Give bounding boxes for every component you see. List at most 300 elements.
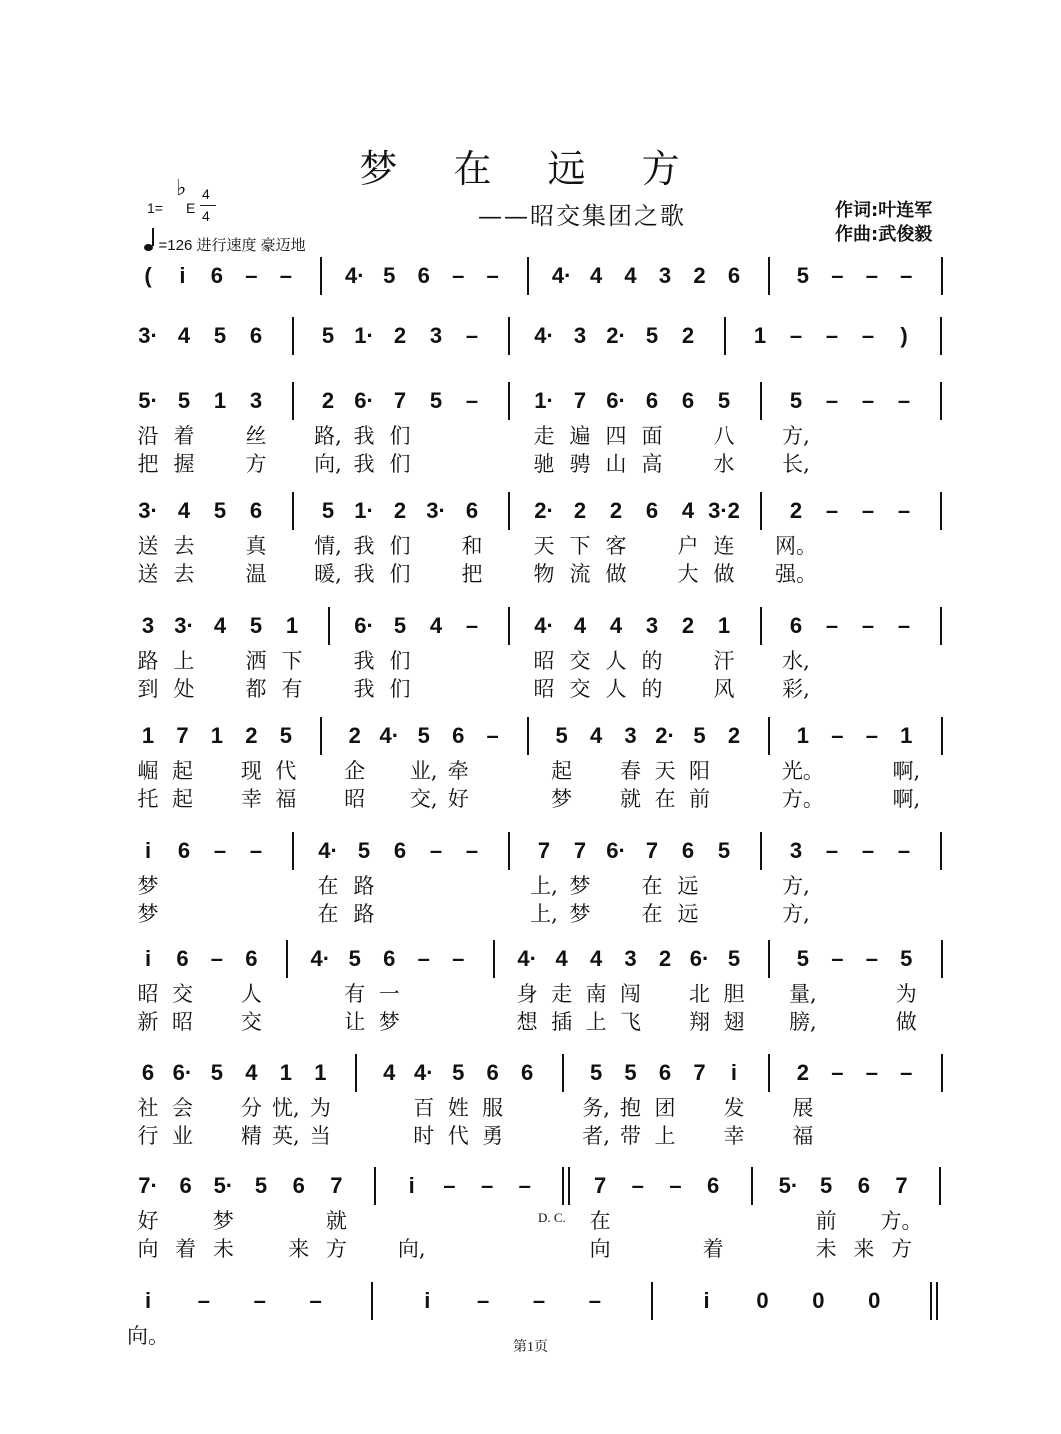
note: 5: [624, 1060, 637, 1085]
note: 2·: [655, 723, 675, 748]
lyric-syllable: 都: [245, 677, 267, 701]
note: 5: [321, 323, 335, 348]
note: 6: [645, 388, 659, 413]
note: 5: [717, 388, 731, 413]
bar-line: [292, 317, 294, 355]
bar-line: [760, 382, 762, 420]
lyric-syllable: 有: [281, 677, 303, 701]
lyric-syllable: 四: [605, 424, 627, 448]
lyric-syllable: 方,: [782, 874, 810, 898]
note: 6: [789, 613, 803, 638]
note: –: [210, 946, 224, 971]
lyric-syllable: 梦: [569, 902, 591, 926]
note: 3: [645, 613, 659, 638]
note: 2: [658, 946, 672, 971]
note: 2·: [606, 323, 626, 348]
lyric-syllable: 梦: [137, 874, 159, 898]
lyric-syllable: 做: [713, 562, 735, 586]
note: –: [897, 838, 911, 863]
note: 4: [177, 498, 191, 523]
tempo-marking: [144, 232, 306, 255]
lyric-syllable: 山: [605, 452, 627, 476]
lyric-syllable: 未: [815, 1237, 837, 1261]
note: 4: [245, 1060, 258, 1085]
note: –: [825, 498, 839, 523]
note: 4: [555, 946, 568, 971]
bar-line: [508, 317, 510, 355]
lyric-syllable: 水: [713, 452, 735, 476]
lyric-syllable: 的: [641, 649, 663, 673]
note: 2: [321, 388, 335, 413]
note: 4: [589, 723, 603, 748]
note: 4: [573, 613, 587, 638]
lyric-syllable: 春: [620, 759, 642, 783]
time-signature-top: 4: [202, 186, 210, 202]
note: 5: [249, 613, 263, 638]
lyric-syllable: 做: [605, 562, 627, 586]
lyric-syllable: 起: [171, 759, 193, 783]
note: –: [789, 323, 803, 348]
lyric-syllable: 幸: [723, 1124, 745, 1148]
lyric-syllable: 来: [288, 1237, 310, 1261]
note: –: [861, 498, 875, 523]
note: 5: [210, 1060, 224, 1085]
lyric-syllable: 向,: [314, 452, 342, 476]
lyric-syllable: 来: [853, 1237, 875, 1261]
note: 6: [383, 946, 396, 971]
note: 4·: [345, 263, 365, 288]
bar-line: [286, 940, 288, 978]
note: i: [179, 263, 186, 288]
lyric-syllable: 方,: [782, 424, 810, 448]
note: 2: [681, 323, 695, 348]
note: 5: [789, 388, 803, 413]
note: 5: [177, 388, 191, 413]
note: 2: [796, 1060, 810, 1085]
note: 1: [717, 613, 731, 638]
note: 2·: [534, 498, 554, 523]
note: 6: [658, 1060, 672, 1085]
lyric-syllable: 崛: [137, 759, 159, 783]
bar-line: [760, 607, 762, 645]
bar-line: [768, 1054, 770, 1092]
note: 4: [681, 498, 695, 523]
lyric-syllable: 梦: [551, 787, 573, 811]
note: 7: [573, 388, 587, 413]
note: 4: [383, 1060, 396, 1085]
note: 6: [249, 498, 263, 523]
lyric-syllable: 好: [137, 1209, 159, 1233]
lyric-syllable: 业,: [409, 759, 438, 783]
lyric-syllable: 上: [654, 1124, 676, 1148]
note: 5: [645, 323, 659, 348]
bar-line: [527, 257, 529, 295]
composer-credit: 作曲:武俊毅: [835, 224, 933, 245]
note: 5: [589, 1060, 603, 1085]
lyric-syllable: 温: [245, 562, 267, 586]
lyric-syllable: 代: [275, 759, 297, 783]
note: 7: [393, 388, 407, 413]
lyric-syllable: 福: [792, 1124, 814, 1148]
lyric-syllable: 人: [605, 677, 627, 701]
lyric-syllable: 物: [533, 562, 555, 586]
lyric-syllable: 方。: [781, 787, 824, 811]
lyric-syllable: 交,: [409, 787, 438, 811]
lyric-syllable: 前: [815, 1209, 837, 1233]
note: 3·: [138, 498, 158, 523]
bar-line: [292, 382, 294, 420]
note: 6: [393, 838, 407, 863]
note: –: [429, 838, 443, 863]
lyric-syllable: 八: [713, 424, 735, 448]
note: 6: [465, 498, 479, 523]
lyric-syllable: 社: [137, 1096, 159, 1120]
lyric-syllable: 身: [516, 982, 538, 1006]
note: –: [900, 263, 913, 288]
bar-line: [371, 1282, 373, 1320]
lyric-syllable: 着: [702, 1237, 724, 1261]
lyric-syllable: 交: [240, 1010, 262, 1034]
note: 4·: [551, 263, 572, 288]
lyric-syllable: 昭: [344, 787, 366, 811]
note: –: [897, 613, 911, 638]
bar-line: [527, 717, 529, 755]
lyric-syllable: 我: [353, 424, 375, 448]
note: 3·2: [708, 498, 740, 523]
lyric-syllable: 人: [240, 982, 262, 1006]
lyric-syllable: 量,: [789, 982, 817, 1006]
song-title: 梦 在 远 方: [359, 147, 702, 191]
note: 5: [254, 1173, 268, 1198]
note: 1·: [534, 388, 554, 413]
bar-line: [768, 717, 770, 755]
lyric-syllable: 方: [325, 1237, 347, 1261]
note: 2: [245, 723, 258, 748]
bar-line: [355, 1054, 357, 1092]
note: –: [825, 613, 839, 638]
lyric-syllable: 插: [551, 1010, 573, 1034]
note: 6·: [172, 1060, 193, 1085]
note: (: [144, 263, 152, 288]
note: 2: [609, 498, 623, 523]
note: 4: [429, 613, 443, 638]
note: 3·: [174, 613, 194, 638]
lyric-syllable: 方: [245, 452, 267, 476]
note: 5: [717, 838, 731, 863]
lyric-syllable: 幸: [240, 787, 262, 811]
lyric-syllable: 为: [895, 982, 917, 1006]
note: 1: [141, 723, 155, 748]
note: i: [144, 946, 152, 971]
lyric-syllable: 梦: [137, 902, 159, 926]
lyric-syllable: 面: [641, 424, 663, 448]
note: 5: [213, 323, 227, 348]
note: 3: [658, 263, 672, 288]
note: 3: [249, 388, 263, 413]
bar-line: [940, 607, 942, 645]
note: 5: [796, 263, 810, 288]
lyric-syllable: 方,: [782, 902, 810, 926]
lyric-syllable: 新: [137, 1010, 159, 1034]
note: 1: [796, 723, 810, 748]
lyric-syllable: 当: [309, 1124, 331, 1148]
note: ): [900, 323, 908, 348]
note: –: [417, 946, 430, 971]
lyric-syllable: 天: [533, 534, 555, 558]
lyric-syllable: 们: [389, 452, 411, 476]
note: –: [861, 838, 875, 863]
note: –: [480, 1173, 494, 1198]
lyric-syllable: 暖,: [314, 562, 342, 586]
lyric-syllable: 我: [353, 534, 375, 558]
note: 5: [452, 1060, 465, 1085]
lyric-syllable: 们: [389, 424, 411, 448]
note: 3: [789, 838, 803, 863]
note: 3·: [426, 498, 446, 523]
lyric-syllable: 处: [173, 677, 195, 701]
note: 3: [624, 946, 637, 971]
lyric-syllable: 方: [890, 1237, 912, 1261]
lyric-syllable: 想: [516, 1010, 538, 1034]
note: 4: [177, 323, 191, 348]
lyric-syllable: 就: [325, 1209, 347, 1233]
lyric-syllable: 我: [353, 562, 375, 586]
lyric-syllable: 上,: [530, 874, 558, 898]
note: 7·: [138, 1173, 158, 1198]
bar-line: [940, 832, 942, 870]
note: –: [865, 946, 878, 971]
lyric-syllable: 真: [245, 534, 267, 558]
lyric-syllable: 到: [137, 677, 159, 701]
lyric-syllable: 翔: [688, 1010, 710, 1034]
note: i: [144, 1288, 152, 1313]
note: –: [831, 946, 844, 971]
lyric-syllable: 去: [173, 534, 195, 558]
lyric-syllable: 精: [240, 1124, 262, 1148]
note: 5·: [778, 1173, 799, 1198]
lyric-syllable: 昭: [533, 677, 555, 701]
da-capo-mark: D. C.: [538, 1210, 566, 1225]
note: 1·: [354, 498, 374, 523]
note: 4·: [310, 946, 331, 971]
lyric-syllable: 会: [171, 1096, 193, 1120]
lyric-syllable: 时: [413, 1124, 435, 1148]
note: –: [486, 263, 499, 288]
lyric-syllable: 我: [353, 452, 375, 476]
note: 4: [213, 613, 227, 638]
lyric-syllable: 昭: [137, 982, 159, 1006]
note: 5: [393, 613, 407, 638]
lyric-syllable: 强。: [775, 562, 817, 586]
lyric-syllable: 飞: [620, 1010, 642, 1034]
note: 5: [820, 1173, 833, 1198]
lyric-syllable: 好: [447, 787, 469, 811]
note: 2: [693, 263, 706, 288]
note: 6: [857, 1173, 870, 1198]
lyric-syllable: 风: [713, 677, 735, 701]
note: 6: [179, 1173, 192, 1198]
lyric-syllable: 的: [641, 677, 663, 701]
note: i: [730, 1060, 738, 1085]
song-subtitle: ——昭交集团之歌: [478, 202, 686, 230]
note: 5: [900, 946, 913, 971]
note: –: [897, 498, 911, 523]
note: 1·: [354, 323, 374, 348]
note: 6·: [606, 388, 626, 413]
note: 2: [727, 723, 741, 748]
lyric-syllable: 走: [533, 424, 555, 448]
note: 6: [177, 838, 191, 863]
bar-line: [651, 1282, 653, 1320]
lyric-syllable: 百: [413, 1096, 435, 1120]
bar-line: [941, 1054, 943, 1092]
note: –: [825, 838, 839, 863]
note: 7: [693, 1060, 706, 1085]
lyric-syllable: 洒: [245, 649, 267, 673]
note: 2: [681, 613, 695, 638]
lyric-syllable: 远: [677, 902, 699, 926]
note: 6·: [354, 613, 374, 638]
lyric-syllable: 业: [171, 1124, 193, 1148]
lyric-syllable: 啊,: [892, 787, 921, 811]
note: 7: [176, 723, 189, 748]
lyric-syllable: 远: [677, 874, 699, 898]
note: 2: [573, 498, 587, 523]
note: 6: [521, 1060, 534, 1085]
bar-line: [562, 1167, 570, 1205]
lyric-syllable: 彩,: [782, 677, 810, 701]
note: –: [213, 838, 227, 863]
tempo-text: =126 进行速度 豪迈地: [158, 237, 306, 254]
note: 4·: [517, 946, 537, 971]
lyric-syllable: 福: [275, 787, 297, 811]
lyric-syllable: 汗: [713, 649, 735, 673]
lyric-syllable: 交: [569, 677, 591, 701]
lyric-syllable: 带: [620, 1124, 642, 1148]
note: 5: [321, 498, 335, 523]
lyric-syllable: 有: [344, 982, 366, 1006]
note: 5·: [138, 388, 158, 413]
lyric-syllable: 代: [447, 1124, 469, 1148]
lyric-syllable: 务,: [582, 1096, 610, 1120]
note: 6: [245, 946, 258, 971]
lyric-syllable: 向: [589, 1237, 611, 1261]
time-signature-bottom: 4: [202, 208, 210, 224]
bar-line: [939, 1167, 941, 1205]
bar-line: [768, 940, 770, 978]
note: –: [279, 263, 292, 288]
note: 5: [383, 263, 396, 288]
lyric-syllable: 连: [713, 534, 735, 558]
lyric-syllable: 交: [171, 982, 193, 1006]
lyric-syllable: 沿: [137, 424, 159, 448]
note: –: [631, 1173, 644, 1198]
lyric-syllable: 们: [389, 677, 411, 701]
note: 1: [753, 323, 767, 348]
note: 7: [645, 838, 659, 863]
note: 6: [176, 946, 189, 971]
bar-line: [508, 492, 510, 530]
lyric-syllable: 抱: [620, 1096, 642, 1120]
page-number: 第1页: [513, 1340, 548, 1355]
note: 3: [624, 723, 637, 748]
note: –: [861, 613, 875, 638]
note: 3: [429, 323, 443, 348]
note: i: [424, 1288, 431, 1313]
note: –: [245, 263, 258, 288]
note: –: [477, 1288, 490, 1313]
lyric-syllable: 着: [175, 1237, 197, 1261]
lyric-syllable: 我: [353, 677, 375, 701]
note: 1: [279, 1060, 292, 1085]
note: 6: [452, 723, 465, 748]
lyric-syllable: 英,: [272, 1124, 300, 1148]
note: 7: [573, 838, 587, 863]
lyric-syllable: 闯: [620, 982, 642, 1006]
lyric-syllable: 就: [620, 787, 642, 811]
lyric-syllable: 户: [677, 534, 699, 558]
note: 6·: [606, 838, 626, 863]
note: –: [865, 1060, 878, 1085]
note: 5: [357, 838, 371, 863]
bar-line: [320, 717, 322, 755]
flat-symbol: ♭: [176, 176, 187, 201]
lyric-syllable: 向,: [397, 1237, 426, 1261]
note: –: [465, 323, 479, 348]
lyric-syllable: 者,: [582, 1124, 610, 1148]
note: 6: [727, 263, 741, 288]
note: –: [831, 723, 844, 748]
bar-line: [508, 607, 510, 645]
note: 5: [279, 723, 292, 748]
note: –: [452, 263, 465, 288]
note: i: [144, 838, 152, 863]
note: 2: [789, 498, 803, 523]
note: –: [443, 1173, 456, 1198]
note: 5: [693, 723, 706, 748]
lyric-syllable: 在: [317, 902, 339, 926]
lyric-syllable: 阳: [688, 759, 710, 783]
note: 6·: [689, 946, 710, 971]
note: 2: [393, 498, 407, 523]
lyric-syllable: 高: [641, 452, 663, 476]
lyric-syllable: 着: [173, 424, 195, 448]
lyric-syllable: 起: [171, 787, 193, 811]
lyric-syllable: 握: [173, 452, 195, 476]
lyric-syllable: 一: [378, 982, 400, 1006]
note: 4: [589, 263, 603, 288]
bar-line: [941, 717, 943, 755]
note: 5: [796, 946, 810, 971]
note: –: [861, 388, 875, 413]
note: 6: [417, 263, 430, 288]
bar-line: [508, 382, 510, 420]
note: 7: [593, 1173, 607, 1198]
note: 7: [537, 838, 551, 863]
note: –: [897, 388, 911, 413]
lyric-syllable: 为: [309, 1096, 331, 1120]
note: –: [253, 1288, 266, 1313]
lyric-syllable: 梦: [212, 1209, 234, 1233]
lyric-syllable: 走: [551, 982, 573, 1006]
bar-line: [493, 940, 495, 978]
note: 4·: [534, 613, 554, 638]
note: 2: [393, 323, 407, 348]
note: 6: [706, 1173, 720, 1198]
lyric-syllable: 忧,: [272, 1096, 300, 1120]
note: 6: [681, 838, 695, 863]
note: 6: [249, 323, 263, 348]
